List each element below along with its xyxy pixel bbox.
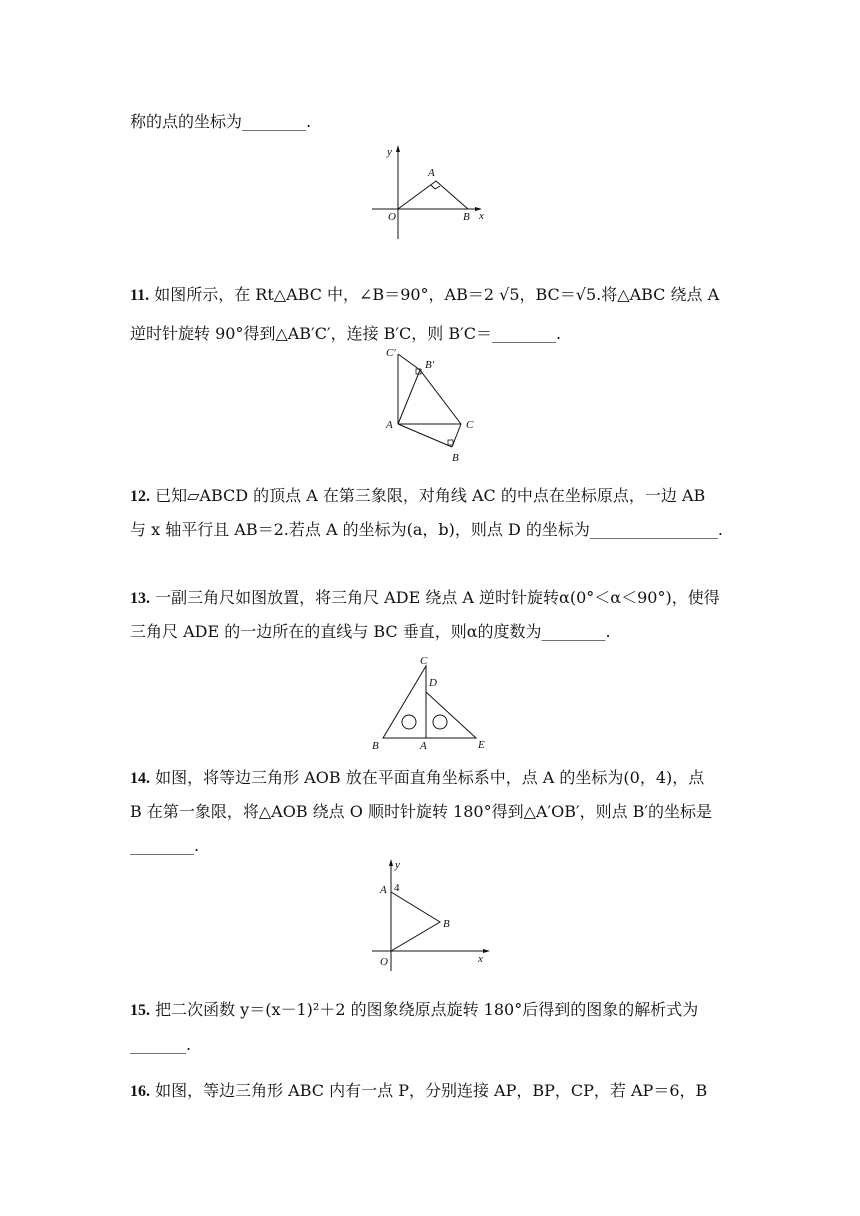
fig11-point-c-prime: C′ — [386, 347, 396, 359]
fig14-x-label: x — [478, 953, 483, 965]
fig13-point-e: E — [478, 739, 485, 751]
q16-number: 16. — [130, 1083, 150, 1100]
figure-10 — [368, 143, 493, 243]
fig13-point-a: A — [420, 740, 427, 752]
q11-line1: 如图所示，在 Rt△ABC 中，∠B＝90°，AB＝2 √5，BC＝√5.将△ABC 绕点 A — [154, 285, 720, 304]
q15-line2: _______. — [130, 1035, 192, 1054]
q13-line2: 三角尺 ADE 的一边所在的直线与 BC 垂直，则α的度数为________. — [130, 622, 611, 641]
q13-line1: 一副三角尺如图放置，将三角尺 ADE 绕点 A 逆时针旋转α(0°＜α＜90°)，使得 — [155, 588, 720, 607]
q15-number: 15. — [130, 1002, 150, 1019]
q11-number: 11. — [130, 287, 150, 304]
fig13-point-b: B — [372, 740, 379, 752]
fig10-point-a: A — [428, 167, 435, 179]
q10-text: 称的点的坐标为________. — [130, 112, 312, 131]
fig14-point-a: A — [380, 884, 387, 896]
fig13-point-c: C — [420, 655, 428, 667]
q12-line2: 与 x 轴平行且 AB＝2.若点 A 的坐标为(a，b)，则点 D 的坐标为________________. — [130, 520, 723, 539]
q11-line2: 逆时针旋转 90°得到△AB′C′，连接 B′C，则 B′C＝________. — [130, 324, 562, 343]
fig13-point-d: D — [429, 677, 437, 689]
q14-number: 14. — [130, 770, 150, 787]
fig10-x-label: x — [479, 210, 484, 222]
figure-11 — [380, 346, 480, 468]
fig10-point-o: O — [388, 211, 396, 223]
fig11-point-c: C — [466, 419, 474, 431]
fig10-y-label: y — [387, 146, 392, 158]
fig14-tick-4: 4 — [394, 882, 400, 894]
fig11-point-b: B — [452, 452, 459, 464]
q14-line1: 如图，将等边三角形 AOB 放在平面直角坐标系中，点 A 的坐标为(0，4)，点 — [155, 768, 705, 787]
fig10-point-b: B — [463, 211, 470, 223]
q15-line1: 把二次函数 y＝(x－1)²＋2 的图象绕原点旋转 180°后得到的图象的解析式为 — [155, 1000, 699, 1019]
q14-line2: B 在第一象限，将△AOB 绕点 O 顺时针旋转 180°得到△A′OB′，则点 B′的坐标是 — [130, 802, 713, 821]
figure-13 — [368, 652, 493, 754]
q14-line3: ________. — [130, 836, 200, 855]
fig14-point-b: B — [443, 918, 450, 930]
fig14-y-label: y — [395, 859, 400, 871]
fig11-point-b-prime: B′ — [425, 359, 435, 371]
fig11-point-a: A — [386, 419, 393, 431]
q12-number: 12. — [130, 488, 150, 505]
figure-14 — [368, 855, 493, 975]
q16-line1: 如图，等边三角形 ABC 内有一点 P，分别连接 AP，BP，CP，若 AP＝6，B — [155, 1081, 708, 1100]
fig14-point-o: O — [380, 956, 388, 968]
q12-line1: 已知▱ABCD 的顶点 A 在第三象限，对角线 AC 的中点在坐标原点，一边 AB — [155, 486, 706, 505]
q13-number: 13. — [130, 590, 150, 607]
